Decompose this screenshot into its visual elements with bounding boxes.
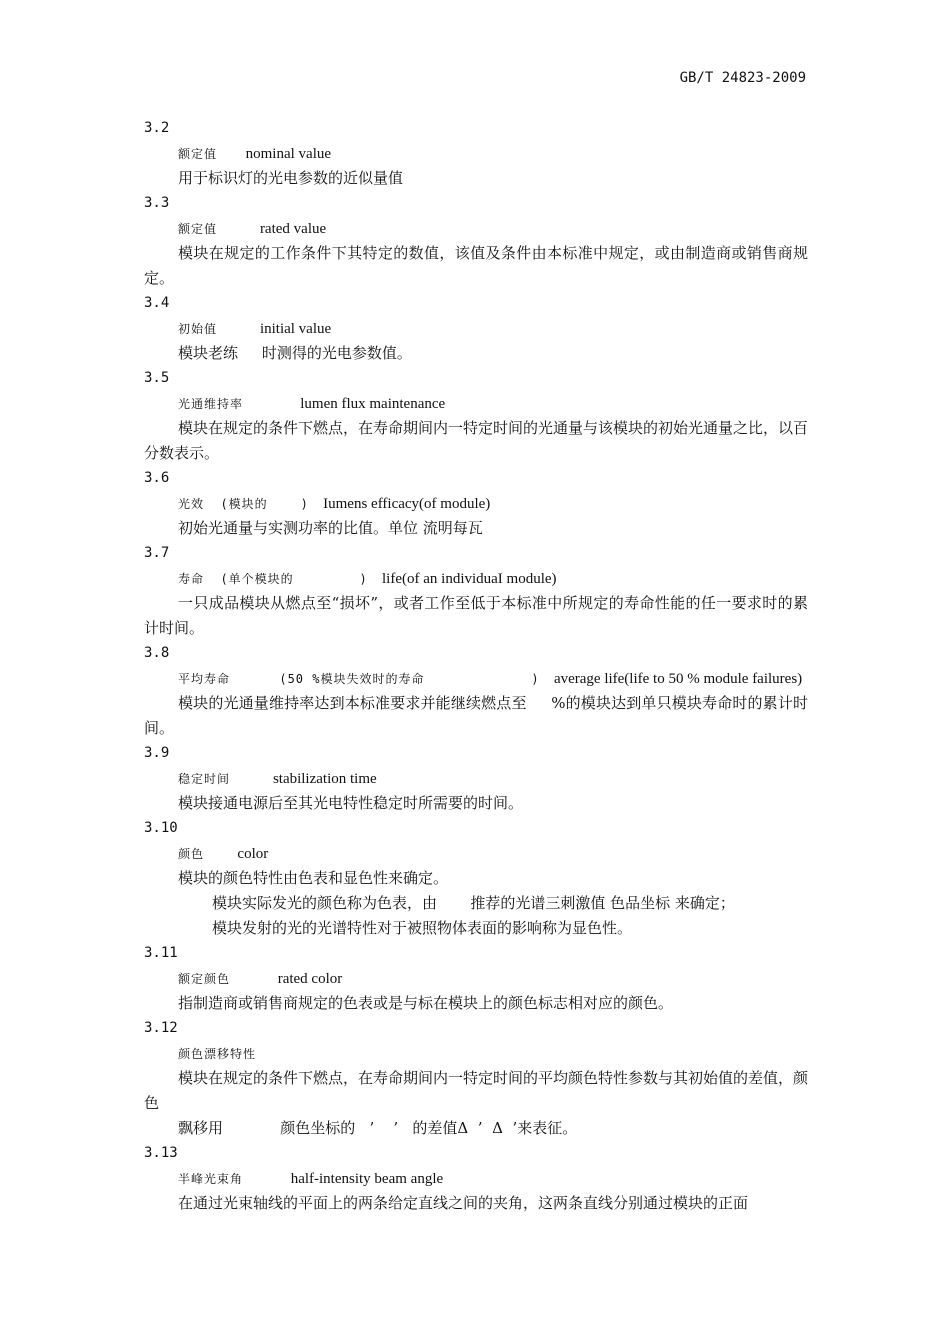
term-english: initial value — [259, 321, 332, 337]
term-chinese: 平均寿命 (50 %模块失效时的寿命 ) — [178, 672, 540, 686]
term-chinese: 颜色 — [178, 847, 205, 861]
term-definition: 一只成品模块从燃点至“损坏”，或者工作至低于本标准中所规定的寿命性能的任一要求时的累计时间。 — [144, 594, 808, 637]
term-chinese: 额定值 — [178, 147, 218, 161]
term-english: lumen flux maintenance — [300, 396, 446, 412]
term-english: rated color — [277, 971, 343, 987]
term-definition: 模块的光通量维持率达到本标准要求并能继续燃点至 %的模块达到单只模块寿命时的累计时间。 — [144, 694, 808, 737]
term-line — [144, 566, 808, 591]
term-definition: 模块老练 时测得的光电参数值。 — [178, 344, 412, 362]
clause-number: 3.13 — [144, 1145, 178, 1161]
definition-subline: 模块实际发光的颜色称为色表，由 推荐的光谱三刺激值 色品坐标 来确定； — [212, 894, 735, 912]
term-line — [144, 491, 808, 516]
term-line — [144, 841, 808, 866]
term-chinese: 稳定时间 — [178, 772, 231, 786]
clause-number: 3.4 — [144, 295, 170, 311]
term-chinese: 颜色漂移特性 — [178, 1047, 257, 1061]
term-definition: 用于标识灯的光电参数的近似量值 — [178, 169, 404, 187]
term-line — [144, 141, 808, 166]
term-line — [144, 391, 808, 416]
term-line — [144, 316, 808, 341]
clause-number: 3.12 — [144, 1020, 178, 1036]
term-line — [144, 766, 808, 791]
term-definition: 模块在规定的条件下燃点，在寿命期间内一特定时间的平均颜色特性参数与其初始值的差值，颜色 — [144, 1069, 809, 1112]
standard-number: GB/T 24823-2009 — [679, 70, 806, 86]
term-english: average life(life to 50 % module failures) — [553, 671, 803, 687]
clause-number: 3.6 — [144, 470, 170, 486]
term-english: color — [237, 846, 269, 862]
term-line — [144, 1166, 808, 1191]
clause-number: 3.9 — [144, 745, 170, 761]
term-definition: 模块在规定的工作条件下其特定的数值，该值及条件由本标准中规定，或由制造商或销售商规定。 — [144, 244, 808, 287]
term-english: life(of an individuaI module) — [382, 571, 557, 587]
term-english: stabilization time — [272, 771, 377, 787]
term-chinese: 光通维持率 — [178, 397, 244, 411]
term-definition: 指制造商或销售商规定的色表或是与标在模块上的颜色标志相对应的颜色。 — [178, 994, 674, 1012]
document-body — [144, 116, 808, 1216]
term-line — [144, 1041, 808, 1066]
clause-number: 3.3 — [144, 195, 170, 211]
term-english: rated value — [259, 221, 327, 237]
term-line — [144, 216, 808, 241]
term-chinese: 额定颜色 — [178, 972, 231, 986]
term-english: half-intensity beam angle — [290, 1171, 444, 1187]
clause-number: 3.10 — [144, 820, 178, 836]
clause-number: 3.7 — [144, 545, 170, 561]
term-english: nominal value — [245, 146, 332, 162]
term-chinese: 额定值 — [178, 222, 218, 236]
clause-number: 3.11 — [144, 945, 178, 961]
clause-number: 3.5 — [144, 370, 170, 386]
term-english: Iumens efficacy(of module) — [323, 496, 491, 512]
definition-subline: 模块发射的光的光谱特性对于被照物体表面的影响称为显色性。 — [212, 919, 633, 937]
term-line — [144, 966, 808, 991]
term-definition: 模块在规定的条件下燃点，在寿命期间内一特定时间的光通量与该模块的初始光通量之比，以百分数表示。 — [144, 419, 809, 462]
term-definition: 模块接通电源后至其光电特性稳定时所需要的时间。 — [178, 794, 524, 812]
term-chinese: 初始值 — [178, 322, 218, 336]
clause-number: 3.2 — [144, 120, 170, 136]
term-definition: 初始光通量与实测功率的比值。单位 流明每瓦 — [178, 519, 483, 537]
term-definition: 模块的颜色特性由色表和显色性来确定。 — [178, 869, 449, 887]
clause-number: 3.8 — [144, 645, 170, 661]
definition-continuation: 飘移用 颜色坐标的 ’ ’ 的差值Δ ’ Δ ’来表征。 — [178, 1119, 578, 1137]
term-line — [144, 666, 808, 691]
term-chinese: 光效 (模块的 ) — [178, 497, 309, 511]
term-chinese: 半峰光束角 — [178, 1172, 244, 1186]
term-definition: 在通过光束轴线的平面上的两条给定直线之间的夹角，这两条直线分别通过模块的正面 — [178, 1194, 749, 1212]
term-chinese: 寿命 (单个模块的 ) — [178, 572, 368, 586]
